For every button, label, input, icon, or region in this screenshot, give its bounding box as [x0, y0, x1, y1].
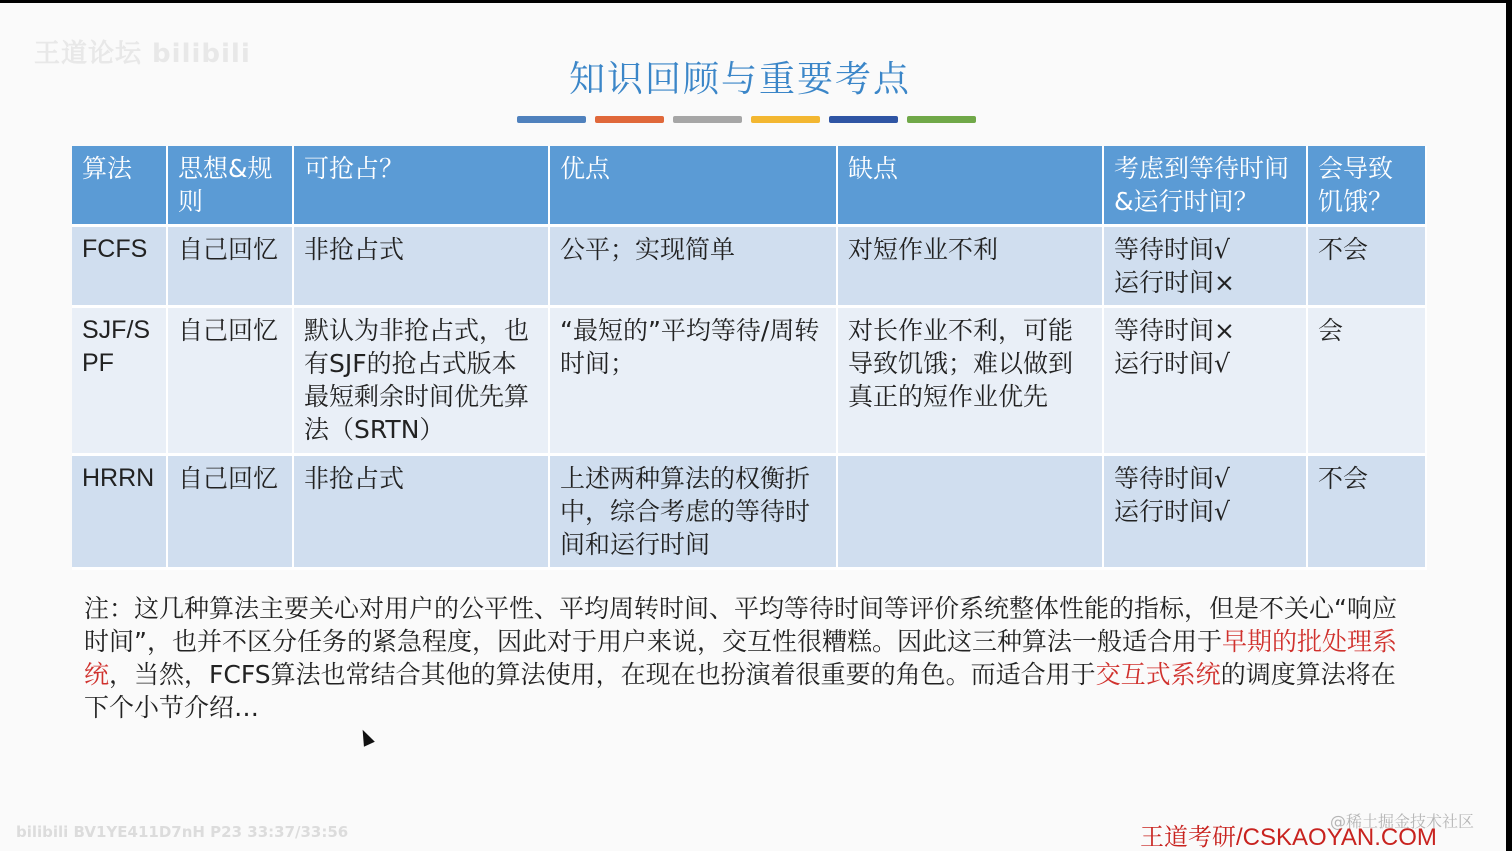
title-bar [673, 116, 742, 123]
header-cell: 优点 [549, 146, 837, 226]
header-cell: 思想&规则 [167, 146, 293, 226]
note-text: ，当然，FCFS算法也常结合其他的算法使用，在现在也扮演着很重要的角色。而适合用于 [109, 660, 1096, 689]
slide-title: 知识回顾与重要考点 [568, 59, 911, 100]
community-watermark: @稀土掘金技术社区 [1330, 812, 1475, 831]
cons-cell: 对长作业不利，可能导致饥饿；难以做到真正的短作业优先 [837, 307, 1103, 455]
title-bar [595, 116, 664, 123]
pros-cell: 公平；实现简单 [549, 226, 837, 307]
wait-run-cell [1103, 226, 1307, 307]
algo-cell: SJF/SPF [72, 307, 167, 455]
table-row [72, 307, 1426, 455]
run-line: 运行时间× [1114, 268, 1235, 297]
header-cell: 缺点 [837, 146, 1103, 226]
wait-line: 等待时间× [1114, 316, 1235, 345]
title-bar [517, 116, 586, 123]
wait-line: 等待时间√ [1114, 235, 1230, 264]
brand-footer: 王道考研/CSKAOYAN.COM [1140, 824, 1437, 851]
header-cell: 会导致饥饿？ [1307, 146, 1426, 226]
header-cell: 考虑到等待时间&运行时间？ [1103, 146, 1307, 226]
watermark-top: 王道论坛 bilibili [34, 39, 251, 69]
slide [0, 3, 1506, 851]
starve-cell: 不会 [1307, 226, 1426, 307]
starve-cell: 不会 [1307, 455, 1426, 569]
video-watermark: bilibili BV1YE411D7nH P23 33:37/33:56 [16, 823, 349, 841]
wait-run-cell [1103, 455, 1307, 569]
algo-cell: FCFS [72, 226, 167, 307]
idea-cell: 自己回忆 [167, 226, 293, 307]
table-row [72, 455, 1426, 569]
table-header-row [72, 146, 1426, 226]
idea-cell: 自己回忆 [167, 455, 293, 569]
pros-cell: “最短的”平均等待/周转时间； [549, 307, 837, 455]
preempt-cell: 非抢占式 [293, 226, 549, 307]
pros-cell: 上述两种算法的权衡折中，综合考虑的等待时间和运行时间 [549, 455, 837, 569]
right-edge [1506, 0, 1512, 851]
cons-cell: 对短作业不利 [837, 226, 1103, 307]
header-cell: 可抢占？ [293, 146, 549, 226]
header-cell: 算法 [72, 146, 167, 226]
wait-run-cell [1103, 307, 1307, 455]
preempt-cell: 默认为非抢占式，也有SJF的抢占式版本最短剩余时间优先算法（SRTN） [293, 307, 549, 455]
note-text: 的调度算法将在下个小节介绍… [84, 660, 1396, 722]
title-bar [751, 116, 820, 123]
note-highlight-interactive: 交互式系统 [1095, 660, 1221, 689]
starve-cell: 会 [1307, 307, 1426, 455]
title-bar [907, 116, 976, 123]
mouse-cursor-icon [357, 727, 375, 747]
title-bar [829, 116, 898, 123]
preempt-cell: 非抢占式 [293, 455, 549, 569]
run-line: 运行时间√ [1114, 497, 1230, 526]
run-line: 运行时间√ [1114, 349, 1230, 378]
note-text: 注：这几种算法主要关心对用户的公平性、平均周转时间、平均等待时间等评价系统整体性能的指标，但是不关心“响应时间”，也并不区分任务的紧急程度，因此对于用户来说，交互性很糟糕。因此这三种算法一般适合用于 [84, 594, 1397, 656]
algorithm-summary-table [72, 146, 1427, 570]
table-row [72, 226, 1426, 307]
note-highlight-batch: 早期的批处理系统 [84, 627, 1397, 689]
algo-cell: HRRN [72, 455, 167, 569]
cons-cell [837, 455, 1103, 569]
title-underline-bars [517, 116, 976, 123]
note-paragraph [84, 592, 1404, 724]
idea-cell: 自己回忆 [167, 307, 293, 455]
wait-line: 等待时间√ [1114, 464, 1230, 493]
